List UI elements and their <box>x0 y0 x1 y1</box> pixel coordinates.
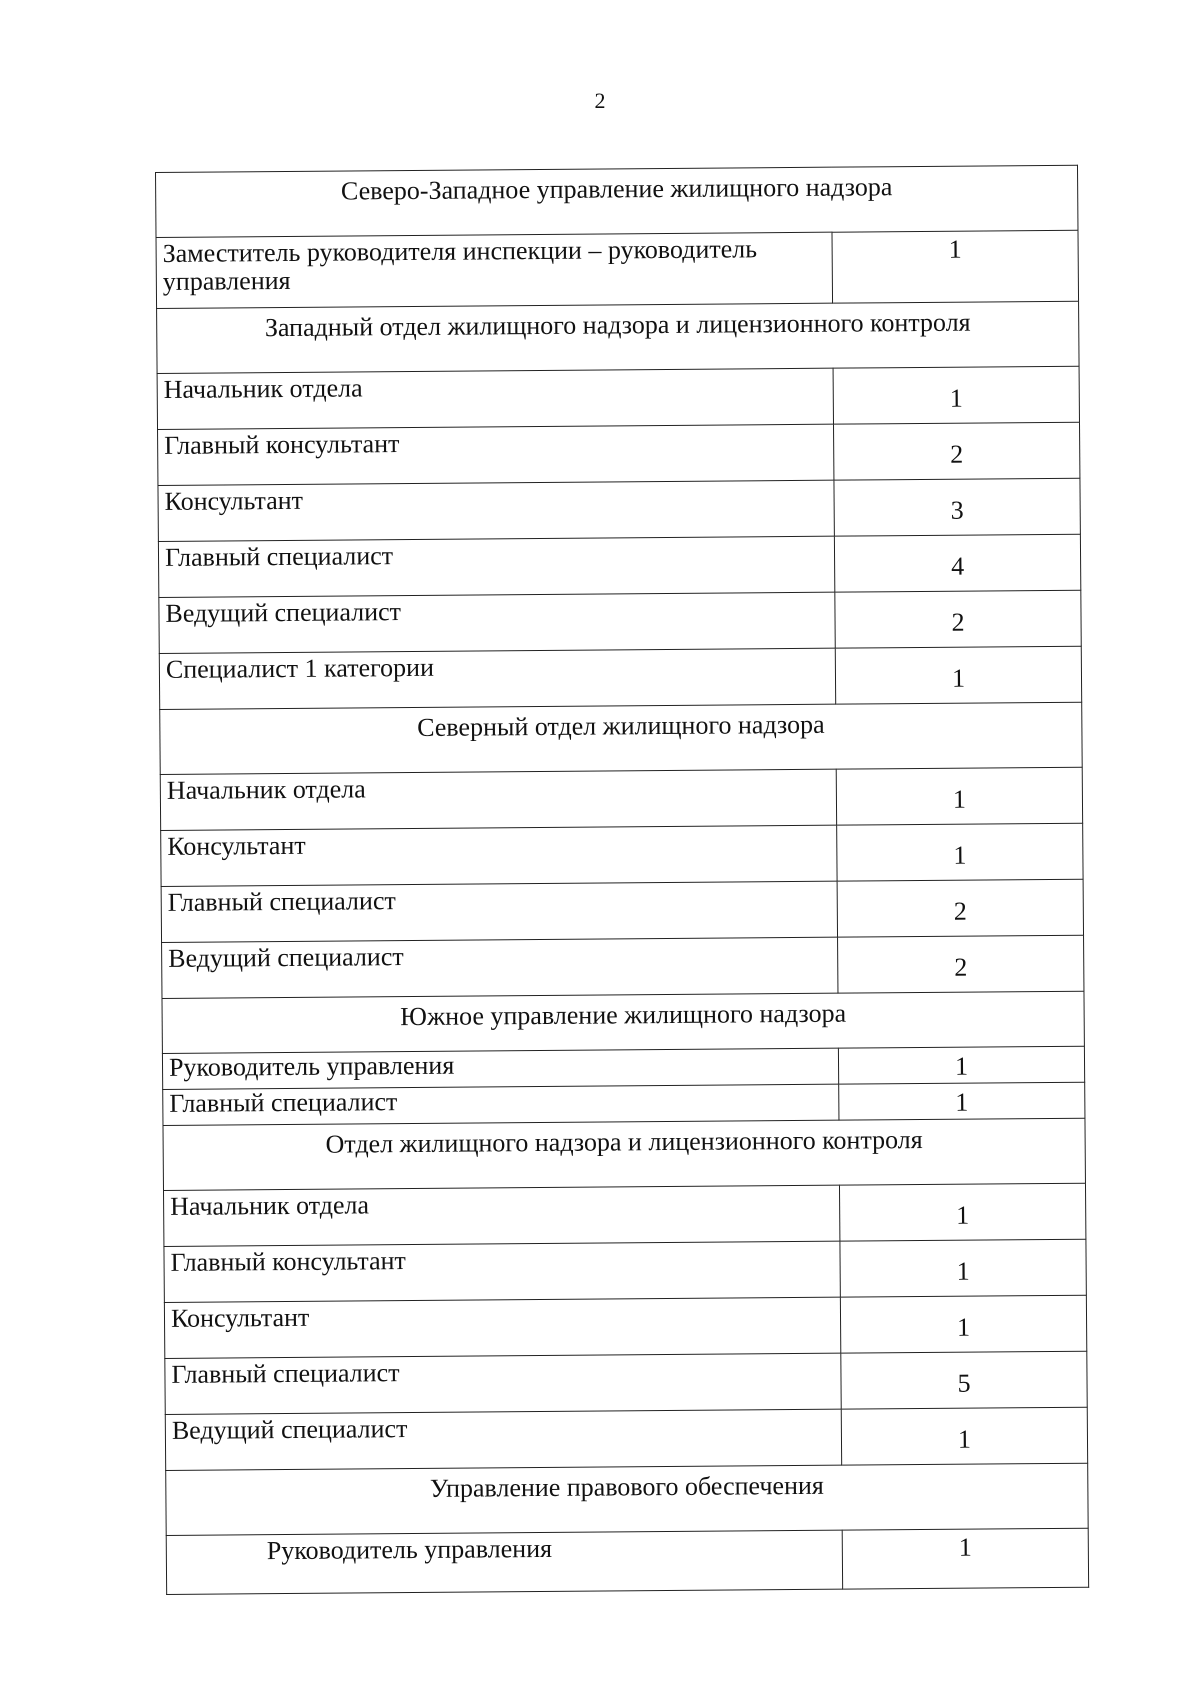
count-cell: 1 <box>837 823 1083 881</box>
section-title: Северный отдел жилищного надзора <box>160 702 1082 774</box>
position-cell: Главный специалист <box>161 881 837 942</box>
staff-table <box>155 165 1089 1595</box>
table-row <box>158 478 1080 541</box>
position-cell: Главный специалист <box>158 536 834 597</box>
count-cell: 2 <box>835 590 1081 648</box>
table-row <box>165 1351 1087 1414</box>
table-row <box>156 230 1079 308</box>
section-title: Отдел жилищного надзора и лицензионного контроля <box>163 1118 1085 1190</box>
position-cell: Главный специалист <box>163 1084 839 1125</box>
count-cell: 1 <box>838 1046 1084 1084</box>
count-cell: 5 <box>841 1351 1087 1409</box>
table-row <box>159 646 1081 709</box>
position-cell: Заместитель руководителя инспекции – руководитель управления <box>156 232 833 308</box>
count-cell: 3 <box>834 478 1080 536</box>
position-cell: Главный специалист <box>165 1353 841 1414</box>
section-title: Западный отдел жилищного надзора и лицензионного контроля <box>157 301 1079 373</box>
position-cell: Консультант <box>158 480 834 541</box>
section-title: Южное управление жилищного надзора <box>162 991 1084 1053</box>
section-header <box>166 1463 1088 1535</box>
page-number: 2 <box>594 88 606 113</box>
section-header <box>162 991 1084 1053</box>
count-cell: 1 <box>840 1295 1086 1353</box>
table-row <box>162 935 1084 998</box>
table-row <box>164 1239 1086 1302</box>
position-cell: Руководитель управления <box>166 1530 842 1594</box>
table-row <box>163 1183 1085 1246</box>
table-row <box>157 366 1079 429</box>
table-row <box>160 767 1082 830</box>
position-cell: Начальник отдела <box>160 769 836 830</box>
section-title: Управление правового обеспечения <box>166 1463 1088 1535</box>
count-cell: 2 <box>834 422 1080 480</box>
position-cell: Ведущий специалист <box>162 937 838 998</box>
count-cell: 1 <box>840 1239 1086 1297</box>
count-cell: 1 <box>832 230 1079 303</box>
count-cell: 2 <box>837 879 1083 937</box>
position-cell: Главный консультант <box>164 1241 840 1302</box>
position-cell: Руководитель управления <box>162 1048 838 1089</box>
count-cell: 4 <box>834 534 1080 592</box>
count-cell: 1 <box>839 1183 1085 1241</box>
position-cell: Ведущий специалист <box>159 592 835 653</box>
position-cell: Консультант <box>164 1297 840 1358</box>
section-header <box>157 301 1079 373</box>
position-cell: Ведущий специалист <box>165 1409 841 1470</box>
section-header <box>156 165 1078 237</box>
table-row <box>161 823 1083 886</box>
count-cell: 1 <box>836 767 1082 825</box>
table-row <box>161 879 1083 942</box>
position-cell: Специалист 1 категории <box>159 648 835 709</box>
count-cell: 1 <box>835 646 1081 704</box>
position-cell: Консультант <box>161 825 837 886</box>
section-header <box>163 1118 1085 1190</box>
count-cell: 1 <box>833 366 1079 424</box>
table-row <box>158 422 1080 485</box>
table-row <box>166 1528 1088 1594</box>
section-header <box>160 702 1082 774</box>
position-cell: Главный консультант <box>158 424 834 485</box>
count-cell: 1 <box>842 1528 1088 1589</box>
table-row <box>159 590 1081 653</box>
count-cell: 2 <box>838 935 1084 993</box>
position-cell: Начальник отдела <box>163 1185 839 1246</box>
position-cell: Начальник отдела <box>157 368 833 429</box>
section-title: Северо-Западное управление жилищного надзора <box>156 165 1078 237</box>
table-row <box>158 534 1080 597</box>
count-cell: 1 <box>839 1082 1085 1120</box>
table-row <box>164 1295 1086 1358</box>
table-row <box>165 1407 1087 1470</box>
count-cell: 1 <box>841 1407 1087 1465</box>
